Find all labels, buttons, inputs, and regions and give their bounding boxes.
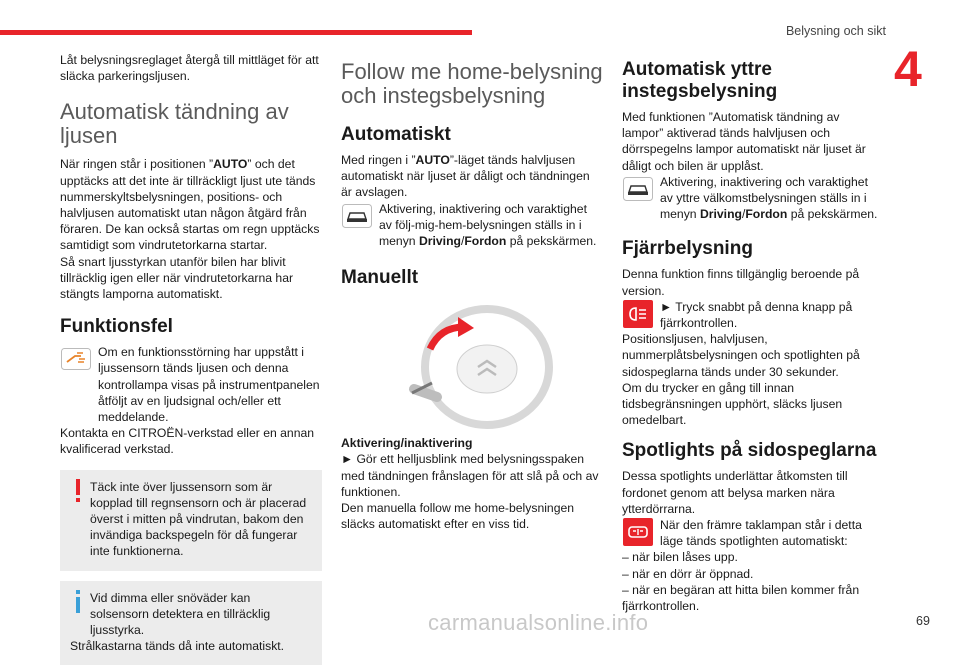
automatic-heading: Automatiskt <box>341 124 451 145</box>
info-text-1: Vid dimma eller snöväder kan solsensorn detektera en tillräcklig ljusstyrka. <box>90 590 271 638</box>
remote-button-row <box>622 299 884 331</box>
mirror-spotlights-paragraph: Dessa spotlights underlättar åtkomsten till fordonet genom att belysa marken nära ytterdörrarna. <box>622 469 848 516</box>
intro-paragraph: Låt belysningsreglaget återgå till mittläget för att släcka parkeringsljusen. <box>60 53 319 84</box>
steering-wheel-illustration <box>341 297 603 427</box>
manual-paragraph: ► Gör ett helljusblink med belysningsspaken med tändningen frånslagen för att slå på och av funktionen. <box>341 452 599 499</box>
remote-lighting-paragraph: Denna funktion finns tillgänglig beroende på version. <box>622 267 860 298</box>
auto-lights-heading: Automatisk tändning av ljusen <box>60 99 289 149</box>
warning-exclamation-icon <box>73 479 83 503</box>
mirror-spotlights-heading: Spotlights på sidospeglarna <box>622 440 877 462</box>
car-settings-icon-2 <box>622 176 654 202</box>
spotlight-list-item-3: – när en begäran att hitta bilen kommer från fjärrkontrollen. <box>622 582 860 614</box>
info-text-2: Strålkastarna tänds då inte automatiskt. <box>70 639 285 654</box>
auto-lights-paragraph: När ringen står i positionen ”AUTO” och det upptäcks att det inte är tillräckligt ljust ute tänds nummerskyltsbelysningen, positions- och halvljusen automatiskt utan någon åtgärd från föraren. De kan också startas om regn upptäcks samtidigt som vindrutetorkarna startar. <box>60 157 320 253</box>
chapter-number: 4 <box>894 41 922 97</box>
fault-heading: Funktionsfel <box>60 316 173 338</box>
remote-paragraph-3: Om du trycker en gång till innan tidsbegränsningen upphört, släcks ljusen omedelbart. <box>622 380 843 428</box>
manual-paragraph-2: Den manuella follow me home-belysningen släcks automatiskt efter en viss tid. <box>341 501 575 532</box>
spotlight-list-item-1: – när bilen låses upp. <box>622 550 738 565</box>
column-3 <box>622 59 884 614</box>
remote-lighting-heading: Fjärrbelysning <box>622 238 753 260</box>
remote-button-text: ► Tryck snabbt på denna knapp på fjärrkontrollen. <box>660 299 853 331</box>
manual-heading: Manuellt <box>341 267 419 289</box>
section-title: Belysning och sikt <box>785 24 886 38</box>
info-icon <box>73 590 83 614</box>
exterior-lighting-paragraph: Med funktionen ”Automatisk tändning av lampor” aktiverad tänds halvljusen och dörrspegelns lampor automatiskt när ljuset är dåligt och bilen är upplåst. <box>622 110 866 173</box>
exterior-settings-text: Aktivering, inaktivering och varaktighet av yttre välkomstbelysningen ställs in i menyn Driving/Fordon på pekskärmen. <box>660 174 878 222</box>
fault-paragraph: Om en funktionsstörning har uppstått i ljussensorn tänds ljusen och denna kontrollampa visas på instrumentpanelen åtföljt av en ljudsignal och/eller ett meddelande. <box>98 345 320 425</box>
remote-paragraph-2: Positionsljusen, halvljusen, nummerplåtsbelysningen och spotlighten på sidospeglarna tänds under 30 sekunder. <box>622 332 860 379</box>
fault-warning-row <box>60 344 322 425</box>
warning-text: Täck inte över ljussensorn som är kopplad till regnsensorn och är placerad överst i mitten på vindrutan, bakom den invändiga backspegeln för då fungerar inte funktionerna. <box>90 479 307 559</box>
fault-paragraph-2: Kontakta en CITROËN-verkstad eller en annan kvalificerad verkstad. <box>60 426 315 457</box>
follow-me-home-heading: Follow me home-belysning och instegsbelysning <box>341 59 603 108</box>
header-accent-bar <box>0 30 472 35</box>
courtesy-lamp-icon <box>622 519 654 545</box>
page-number: 69 <box>916 614 930 628</box>
warning-box <box>60 470 322 571</box>
exterior-settings-row <box>622 174 884 223</box>
automatic-settings-text: Aktivering, inaktivering och varaktighet av följ-mig-hem-belysningen ställs in i menyn Driving/Fordon på pekskärmen. <box>379 201 597 249</box>
exterior-lighting-heading: Automatisk yttre instegsbelysning <box>622 59 778 102</box>
automatic-paragraph: Med ringen i ”AUTO”-läget tänds halvljusen automatiskt när ljuset är dåligt och tändningen är avslagen. <box>341 153 590 200</box>
watermark: carmanualsonline.info <box>428 610 649 635</box>
car-settings-icon <box>341 203 373 229</box>
automatic-settings-row <box>341 201 603 250</box>
column-1 <box>60 52 322 665</box>
auto-lights-paragraph-2: Så snart ljusstyrkan utanför bilen har blivit tillräcklig igen eller när vindrutetorkarna har stängts lamporna automatiskt. <box>60 254 294 302</box>
remote-lighting-icon <box>622 301 654 327</box>
manual-subtitle: Aktivering/inaktivering <box>341 436 473 451</box>
courtesy-lamp-row <box>622 517 884 549</box>
courtesy-lamp-text: När den främre taklampan står i detta läge tänds spotlighten automatiskt: <box>660 518 862 549</box>
light-sensor-fault-icon <box>60 346 92 372</box>
spotlight-list-item-2: – när en dörr är öppnad. <box>622 566 754 581</box>
info-box <box>60 581 322 665</box>
column-2 <box>341 60 603 532</box>
